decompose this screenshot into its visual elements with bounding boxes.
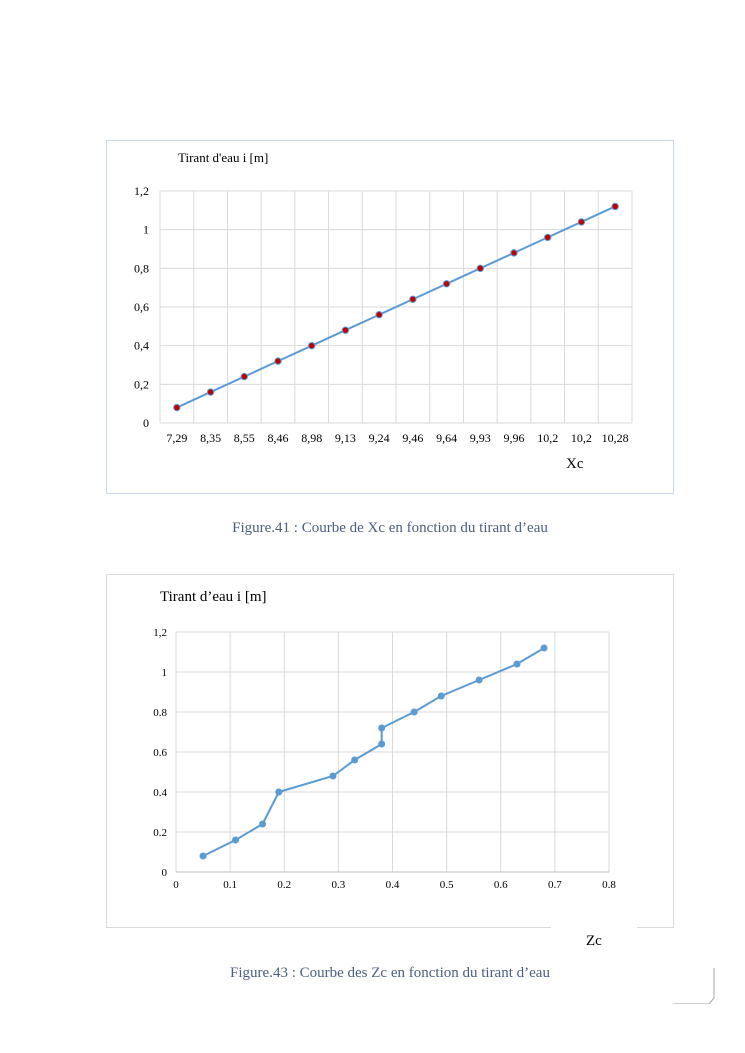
- data-point: [443, 281, 449, 287]
- chart-xc-y-title: Tirant d'eau i [m]: [178, 150, 269, 165]
- x-tick-label: 8,98: [301, 431, 323, 445]
- x-tick-label: 9,24: [368, 431, 390, 445]
- y-tick-label: 1,2: [134, 184, 149, 198]
- y-tick-label: 1: [143, 222, 149, 237]
- chart-zc-y-title: Tirant d’eau i [m]: [160, 589, 267, 605]
- data-point: [477, 265, 483, 271]
- figure-43-caption: Figure.43 : Courbe des Zc en fonction du tirant d’eau: [230, 965, 550, 981]
- x-tick-label: 8,55: [233, 431, 255, 445]
- y-tick-label: 0.8: [153, 707, 167, 719]
- x-tick-label: 0.8: [602, 879, 616, 891]
- x-tick-label: 0.1: [223, 879, 237, 891]
- data-point: [174, 404, 180, 410]
- data-point: [232, 837, 239, 844]
- y-tick-label: 0.6: [153, 747, 167, 759]
- data-point: [476, 677, 483, 684]
- x-tick-label: 9,96: [503, 431, 525, 445]
- data-point: [378, 725, 385, 732]
- x-tick-label: 10,2: [537, 431, 559, 445]
- y-tick-label: 1: [161, 667, 167, 679]
- data-point: [207, 389, 213, 395]
- figure-41-caption: Figure.41 : Courbe de Xc en fonction du tirant d’eau: [232, 520, 548, 536]
- data-point: [259, 821, 266, 828]
- chart-zc-x-title: Zc: [586, 933, 602, 949]
- x-tick-label: 0.2: [277, 879, 292, 891]
- data-point: [351, 757, 358, 764]
- y-tick-label: 0,6: [134, 300, 149, 314]
- y-tick-label: 0,8: [134, 261, 149, 276]
- x-tick-label: 0.5: [439, 879, 454, 891]
- data-point: [329, 773, 336, 780]
- page-corner-icon: [673, 968, 715, 1004]
- x-tick-label: 10,2: [570, 431, 592, 445]
- data-point: [612, 203, 618, 209]
- data-point: [275, 789, 282, 796]
- data-point: [438, 693, 445, 700]
- data-point: [309, 342, 315, 348]
- x-tick-label: 0.3: [331, 879, 346, 891]
- y-tick-label: 0.2: [153, 827, 167, 839]
- y-tick-label: 0: [143, 416, 149, 430]
- data-point: [513, 661, 520, 668]
- data-point: [376, 312, 382, 318]
- x-tick-label: 9,93: [469, 431, 491, 445]
- y-tick-label: 1,2: [153, 627, 167, 639]
- chart-xc-x-title: Xc: [566, 456, 584, 472]
- x-tick-label: 0: [173, 879, 179, 891]
- data-point: [378, 741, 385, 748]
- x-tick-label: 0.4: [385, 879, 400, 891]
- x-tick-label: 8,46: [267, 431, 289, 445]
- data-point: [275, 358, 281, 364]
- data-point: [545, 234, 551, 240]
- y-tick-label: 0,4: [134, 338, 149, 353]
- data-point: [342, 327, 348, 333]
- x-tick-label: 9,64: [436, 431, 458, 445]
- x-tick-label: 10,28: [601, 431, 629, 445]
- y-tick-label: 0: [161, 867, 167, 879]
- x-tick-label: 8,35: [200, 431, 222, 445]
- data-point: [410, 296, 416, 302]
- y-tick-label: 0.4: [153, 787, 167, 799]
- data-point: [241, 373, 247, 379]
- data-point: [511, 250, 517, 256]
- x-tick-label: 9,13: [334, 431, 356, 445]
- data-point: [200, 853, 207, 860]
- data-point: [578, 219, 584, 225]
- data-point: [411, 709, 418, 716]
- x-tick-label: 7,29: [166, 431, 188, 445]
- x-tick-label: 0.6: [493, 879, 508, 891]
- y-tick-label: 0,2: [134, 377, 149, 392]
- x-tick-label: 9,46: [402, 431, 424, 445]
- data-point: [541, 645, 548, 652]
- x-tick-label: 0.7: [548, 879, 562, 891]
